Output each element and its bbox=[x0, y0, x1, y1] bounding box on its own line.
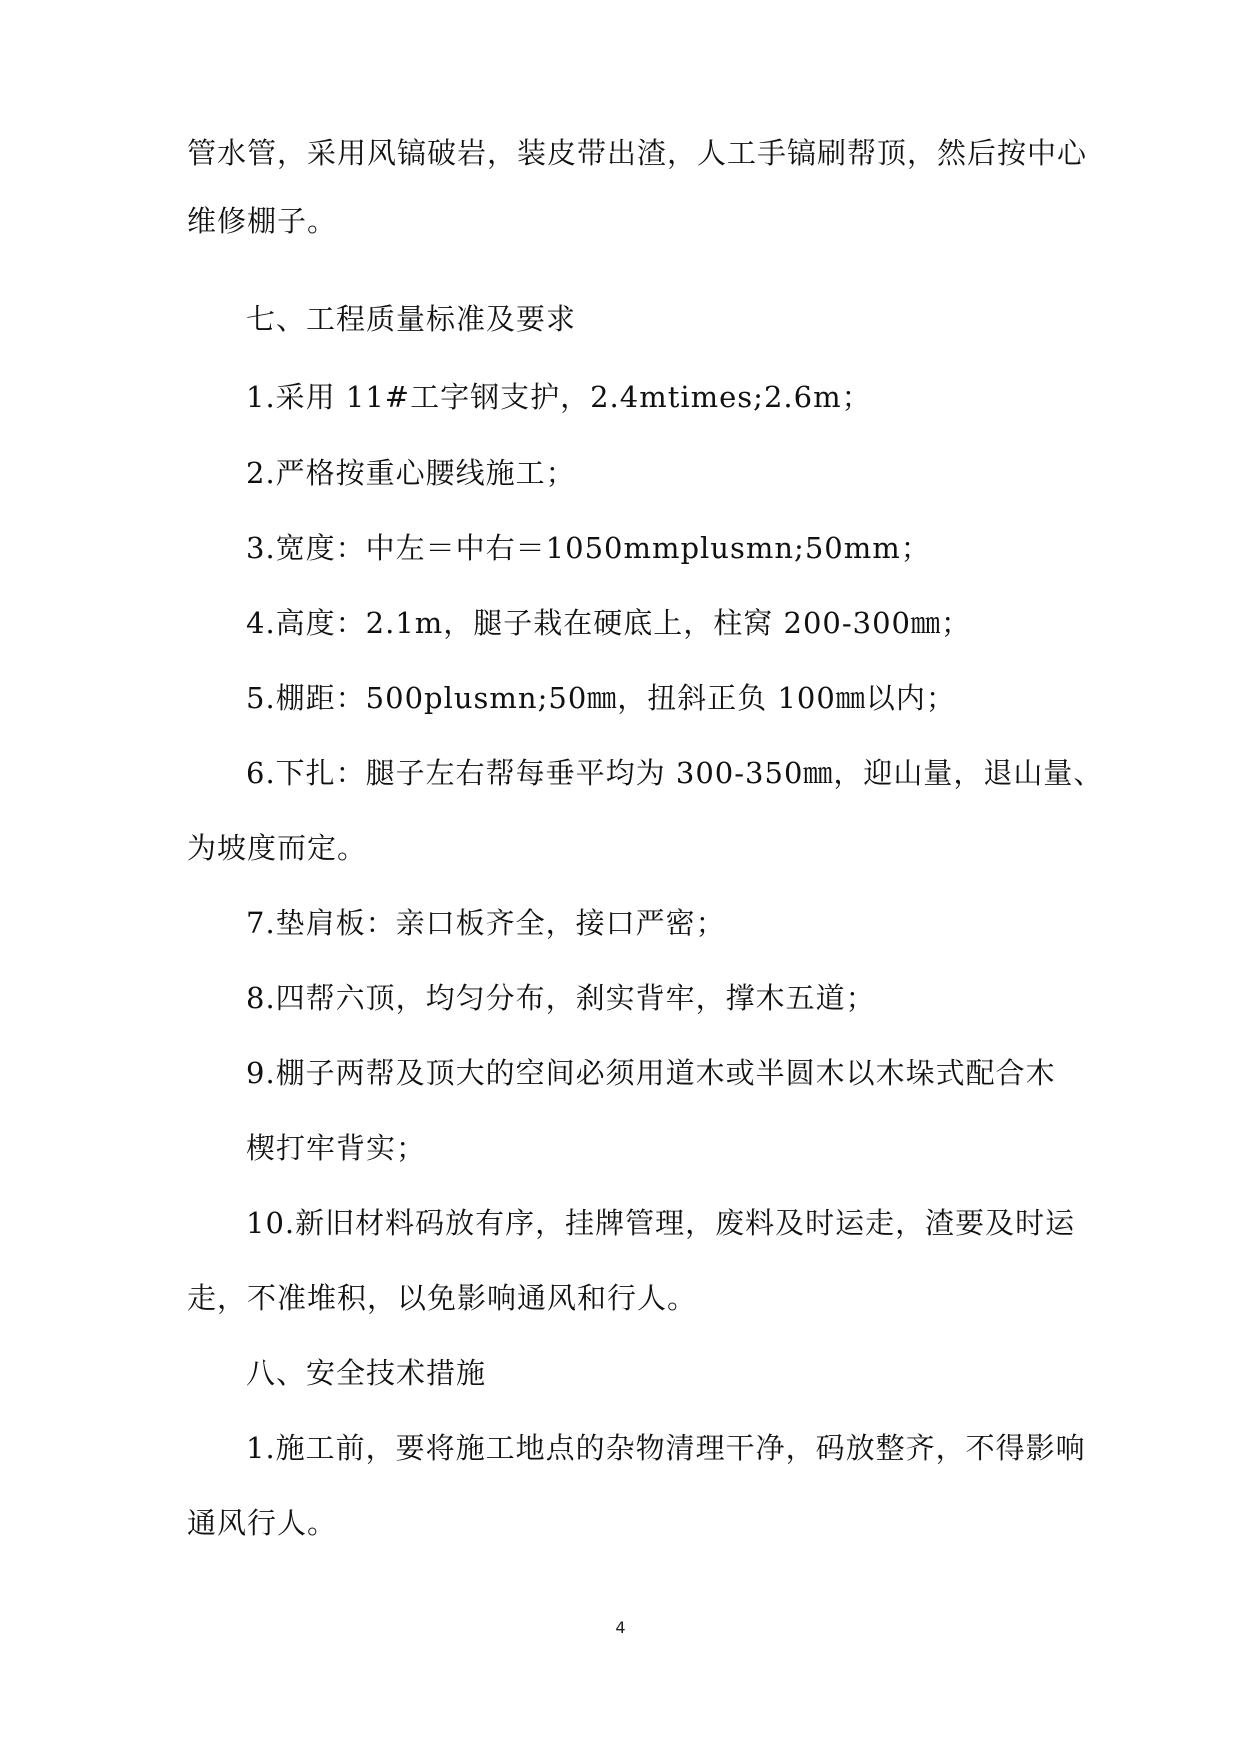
list-item-10-cont: 走，不准堆积，以免影响通风和行人。 bbox=[187, 1281, 698, 1315]
list-item-5: 5.棚距：500plusmn;50㎜，扭斜正负 100㎜以内； bbox=[246, 681, 956, 715]
body-line-2: 维修棚子。 bbox=[187, 204, 338, 238]
list-item-8: 8.四帮六顶，均匀分布，刹实背牢，撑木五道； bbox=[246, 981, 876, 1015]
list-item-6: 6.下扎：腿子左右帮每垂平均为 300-350㎜，迎山量，退山量、 bbox=[246, 756, 1104, 790]
list-item-7: 7.垫肩板：亲口板齐全，接口严密； bbox=[246, 906, 726, 940]
list-item-6-cont: 为坡度而定。 bbox=[187, 831, 368, 865]
list-item-9-cont: 楔打牢背实； bbox=[246, 1131, 427, 1165]
list-item-3: 3.宽度：中左＝中右＝1050mmplusmn;50mm； bbox=[246, 531, 931, 565]
list-item-2: 2.严格按重心腰线施工； bbox=[246, 456, 576, 490]
body-line-1: 管水管，采用风镐破岩，装皮带出渣，人工手镐刷帮顶，然后按中心 bbox=[187, 136, 1088, 170]
safety-item-1: 1.施工前，要将施工地点的杂物清理干净，码放整齐，不得影响 bbox=[246, 1431, 1086, 1465]
list-item-1: 1.采用 11#工字钢支护，2.4mtimes;2.6m； bbox=[246, 380, 872, 414]
section-heading-quality: 七、工程质量标准及要求 bbox=[246, 302, 577, 336]
list-item-9: 9.棚子两帮及顶大的空间必须用道木或半圆木以木垛式配合木 bbox=[246, 1056, 1056, 1090]
section-heading-safety: 八、安全技术措施 bbox=[246, 1356, 487, 1390]
list-item-4: 4.高度：2.1m，腿子栽在硬底上，柱窝 200-300㎜； bbox=[246, 606, 972, 640]
list-item-10: 10.新旧材料码放有序，挂牌管理，废料及时运走，渣要及时运 bbox=[246, 1206, 1076, 1240]
page-number: 4 bbox=[615, 1618, 626, 1637]
safety-item-1-cont: 通风行人。 bbox=[187, 1506, 338, 1540]
